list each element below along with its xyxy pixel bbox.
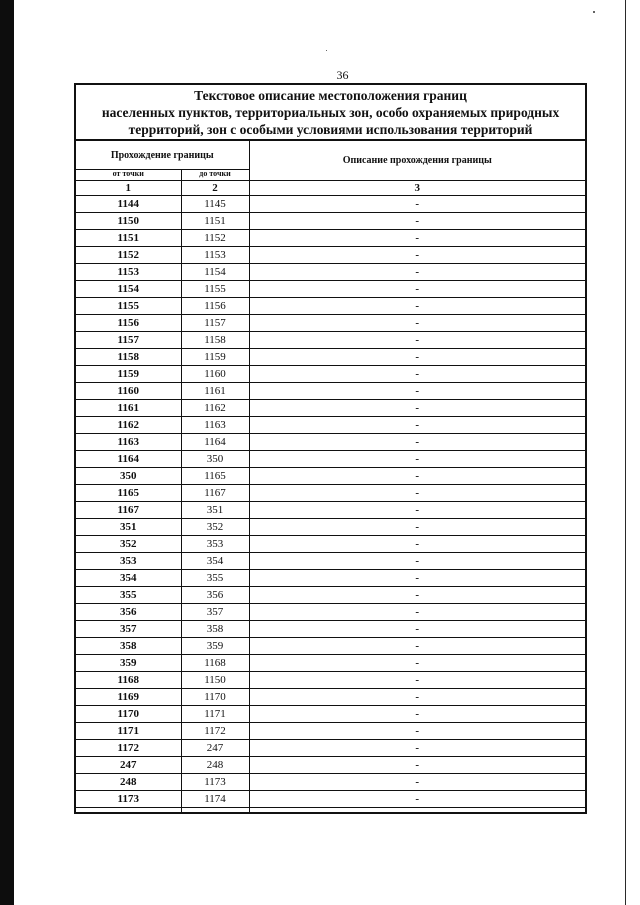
description-cell: - bbox=[249, 536, 586, 553]
table-row bbox=[75, 774, 586, 791]
from-point-cell: 1167 bbox=[75, 502, 181, 519]
description-cell: - bbox=[249, 723, 586, 740]
to-point-cell: 1163 bbox=[181, 417, 249, 434]
to-point-cell: 1153 bbox=[181, 247, 249, 264]
table-row bbox=[75, 349, 586, 366]
from-point-cell: 357 bbox=[75, 621, 181, 638]
table-row bbox=[75, 672, 586, 689]
description-cell: - bbox=[249, 587, 586, 604]
from-point-cell: 1171 bbox=[75, 723, 181, 740]
to-point-cell: 1155 bbox=[181, 281, 249, 298]
continuation-cell bbox=[181, 808, 249, 814]
to-point-cell: 1154 bbox=[181, 264, 249, 281]
table-body bbox=[75, 196, 586, 814]
from-point-cell: 359 bbox=[75, 655, 181, 672]
scan-edge-left bbox=[0, 0, 14, 905]
header-from-point: от точки bbox=[75, 170, 181, 181]
table-row bbox=[75, 536, 586, 553]
from-point-cell: 1157 bbox=[75, 332, 181, 349]
from-point-cell: 1172 bbox=[75, 740, 181, 757]
to-point-cell: 1172 bbox=[181, 723, 249, 740]
to-point-cell: 1165 bbox=[181, 468, 249, 485]
to-point-cell: 1152 bbox=[181, 230, 249, 247]
to-point-cell: 1157 bbox=[181, 315, 249, 332]
to-point-cell: 352 bbox=[181, 519, 249, 536]
from-point-cell: 1161 bbox=[75, 400, 181, 417]
from-point-cell: 1152 bbox=[75, 247, 181, 264]
to-point-cell: 1168 bbox=[181, 655, 249, 672]
table-row bbox=[75, 400, 586, 417]
description-cell: - bbox=[249, 247, 586, 264]
description-cell: - bbox=[249, 502, 586, 519]
table-row bbox=[75, 281, 586, 298]
from-point-cell: 1163 bbox=[75, 434, 181, 451]
to-point-cell: 1162 bbox=[181, 400, 249, 417]
from-point-cell: 1173 bbox=[75, 791, 181, 808]
description-cell: - bbox=[249, 757, 586, 774]
column-number: 3 bbox=[249, 181, 586, 196]
from-point-cell: 355 bbox=[75, 587, 181, 604]
from-point-cell: 1155 bbox=[75, 298, 181, 315]
table-row bbox=[75, 723, 586, 740]
to-point-cell: 354 bbox=[181, 553, 249, 570]
description-cell: - bbox=[249, 672, 586, 689]
from-point-cell: 350 bbox=[75, 468, 181, 485]
table-row bbox=[75, 417, 586, 434]
table-row bbox=[75, 468, 586, 485]
to-point-cell: 1159 bbox=[181, 349, 249, 366]
table-row bbox=[75, 264, 586, 281]
from-point-cell: 352 bbox=[75, 536, 181, 553]
column-number: 2 bbox=[181, 181, 249, 196]
from-point-cell: 248 bbox=[75, 774, 181, 791]
description-cell: - bbox=[249, 689, 586, 706]
table-title-line: населенных пунктов, территориальных зон, особо охраняемых природных bbox=[101, 104, 560, 120]
description-cell: - bbox=[249, 791, 586, 808]
table-row bbox=[75, 332, 586, 349]
table-row bbox=[75, 604, 586, 621]
description-cell: - bbox=[249, 315, 586, 332]
table-row bbox=[75, 213, 586, 230]
description-cell: - bbox=[249, 706, 586, 723]
to-point-cell: 355 bbox=[181, 570, 249, 587]
description-cell: - bbox=[249, 774, 586, 791]
description-cell: - bbox=[249, 638, 586, 655]
table-row bbox=[75, 689, 586, 706]
description-cell: - bbox=[249, 417, 586, 434]
description-cell: - bbox=[249, 655, 586, 672]
description-cell: - bbox=[249, 519, 586, 536]
table-title bbox=[75, 84, 586, 140]
scan-speck bbox=[593, 11, 595, 13]
header-description: Описание прохождения границы bbox=[249, 140, 586, 181]
from-point-cell: 1162 bbox=[75, 417, 181, 434]
to-point-cell: 351 bbox=[181, 502, 249, 519]
to-point-cell: 353 bbox=[181, 536, 249, 553]
to-point-cell: 1156 bbox=[181, 298, 249, 315]
to-point-cell: 1174 bbox=[181, 791, 249, 808]
table-row bbox=[75, 451, 586, 468]
description-cell: - bbox=[249, 298, 586, 315]
from-point-cell: 1168 bbox=[75, 672, 181, 689]
description-cell: - bbox=[249, 196, 586, 213]
table-row bbox=[75, 366, 586, 383]
description-cell: - bbox=[249, 349, 586, 366]
to-point-cell: 356 bbox=[181, 587, 249, 604]
table-row bbox=[75, 519, 586, 536]
to-point-cell: 1160 bbox=[181, 366, 249, 383]
description-cell: - bbox=[249, 485, 586, 502]
table-row bbox=[75, 298, 586, 315]
table-row bbox=[75, 485, 586, 502]
to-point-cell: 1145 bbox=[181, 196, 249, 213]
from-point-cell: 356 bbox=[75, 604, 181, 621]
table-row bbox=[75, 502, 586, 519]
table-title-line: Текстовое описание местоположения границ bbox=[194, 87, 467, 103]
continuation-cell bbox=[75, 808, 181, 814]
from-point-cell: 1154 bbox=[75, 281, 181, 298]
to-point-cell: 1161 bbox=[181, 383, 249, 400]
table-row bbox=[75, 434, 586, 451]
description-cell: - bbox=[249, 451, 586, 468]
description-cell: - bbox=[249, 740, 586, 757]
from-point-cell: 354 bbox=[75, 570, 181, 587]
scan-speck bbox=[326, 50, 327, 51]
to-point-cell: 1171 bbox=[181, 706, 249, 723]
table-row bbox=[75, 706, 586, 723]
description-cell: - bbox=[249, 213, 586, 230]
to-point-cell: 248 bbox=[181, 757, 249, 774]
table-row bbox=[75, 383, 586, 400]
from-point-cell: 1164 bbox=[75, 451, 181, 468]
description-cell: - bbox=[249, 383, 586, 400]
table-title-line: территорий, зон с особыми условиями использования территорий bbox=[128, 121, 533, 137]
to-point-cell: 1167 bbox=[181, 485, 249, 502]
description-cell: - bbox=[249, 230, 586, 247]
from-point-cell: 351 bbox=[75, 519, 181, 536]
from-point-cell: 1165 bbox=[75, 485, 181, 502]
description-cell: - bbox=[249, 366, 586, 383]
description-cell: - bbox=[249, 604, 586, 621]
table-row bbox=[75, 587, 586, 604]
to-point-cell: 1170 bbox=[181, 689, 249, 706]
table-row bbox=[75, 553, 586, 570]
description-cell: - bbox=[249, 621, 586, 638]
to-point-cell: 1150 bbox=[181, 672, 249, 689]
description-cell: - bbox=[249, 553, 586, 570]
to-point-cell: 1173 bbox=[181, 774, 249, 791]
from-point-cell: 1169 bbox=[75, 689, 181, 706]
from-point-cell: 353 bbox=[75, 553, 181, 570]
to-point-cell: 350 bbox=[181, 451, 249, 468]
table-row bbox=[75, 230, 586, 247]
table-row bbox=[75, 570, 586, 587]
table-row bbox=[75, 655, 586, 672]
description-cell: - bbox=[249, 468, 586, 485]
to-point-cell: 247 bbox=[181, 740, 249, 757]
to-point-cell: 359 bbox=[181, 638, 249, 655]
from-point-cell: 1160 bbox=[75, 383, 181, 400]
table-row bbox=[75, 757, 586, 774]
header-boundary-passage: Прохождение границы bbox=[75, 140, 249, 170]
description-cell: - bbox=[249, 400, 586, 417]
description-cell: - bbox=[249, 281, 586, 298]
table-row bbox=[75, 196, 586, 213]
from-point-cell: 1153 bbox=[75, 264, 181, 281]
from-point-cell: 1158 bbox=[75, 349, 181, 366]
table-row-continuation bbox=[75, 808, 586, 814]
from-point-cell: 247 bbox=[75, 757, 181, 774]
from-point-cell: 1144 bbox=[75, 196, 181, 213]
table-row bbox=[75, 247, 586, 264]
to-point-cell: 358 bbox=[181, 621, 249, 638]
from-point-cell: 358 bbox=[75, 638, 181, 655]
description-cell: - bbox=[249, 332, 586, 349]
description-cell: - bbox=[249, 264, 586, 281]
to-point-cell: 357 bbox=[181, 604, 249, 621]
header-to-point: до точки bbox=[181, 170, 249, 181]
from-point-cell: 1156 bbox=[75, 315, 181, 332]
column-number: 1 bbox=[75, 181, 181, 196]
from-point-cell: 1150 bbox=[75, 213, 181, 230]
description-cell: - bbox=[249, 434, 586, 451]
table-row bbox=[75, 638, 586, 655]
table-row bbox=[75, 315, 586, 332]
from-point-cell: 1151 bbox=[75, 230, 181, 247]
scan-edge-right bbox=[625, 0, 626, 905]
table-row bbox=[75, 740, 586, 757]
from-point-cell: 1170 bbox=[75, 706, 181, 723]
continuation-cell bbox=[249, 808, 586, 814]
from-point-cell: 1159 bbox=[75, 366, 181, 383]
description-cell: - bbox=[249, 570, 586, 587]
to-point-cell: 1158 bbox=[181, 332, 249, 349]
to-point-cell: 1151 bbox=[181, 213, 249, 230]
table-row bbox=[75, 791, 586, 808]
boundary-table bbox=[74, 83, 587, 814]
page-number: 36 bbox=[336, 68, 349, 82]
table-row bbox=[75, 621, 586, 638]
to-point-cell: 1164 bbox=[181, 434, 249, 451]
